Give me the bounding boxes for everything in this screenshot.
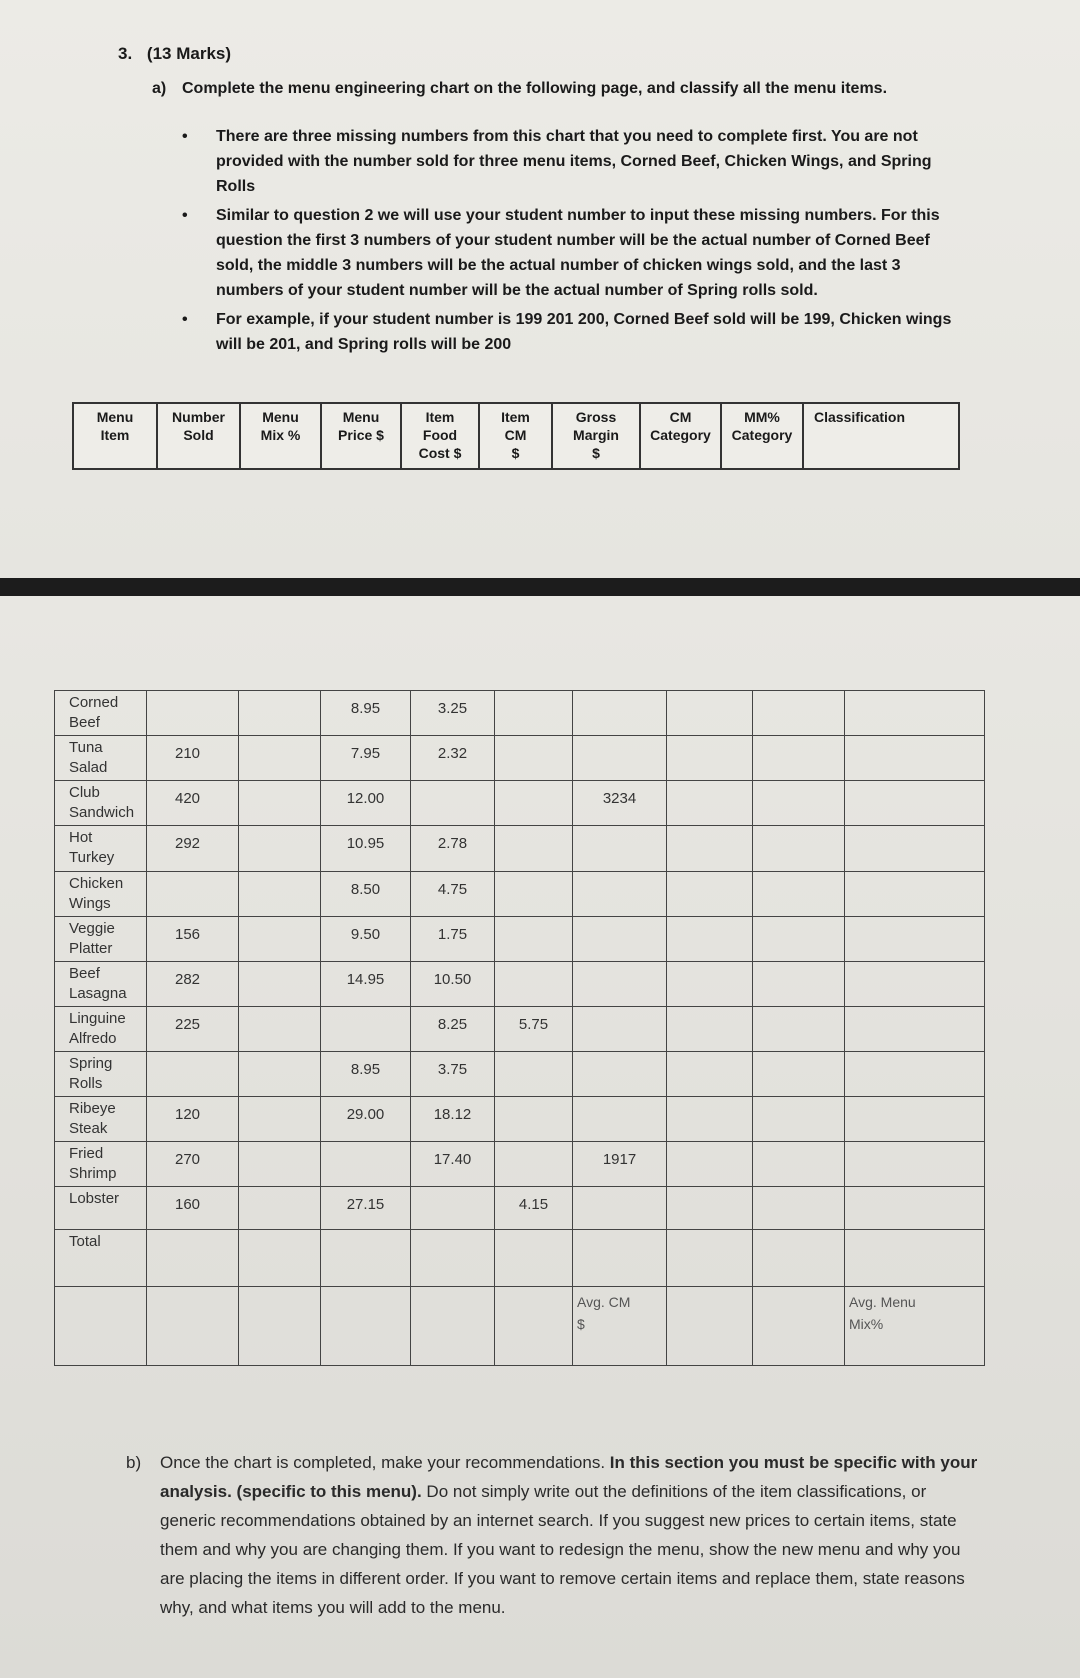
food-cost-cell[interactable]: 8.25 [411, 1006, 495, 1051]
menu-mix-cell[interactable] [239, 826, 321, 871]
total-cm-category-cell[interactable] [667, 1229, 753, 1286]
cm-category-cell[interactable] [667, 871, 753, 916]
bullet-text: Similar to question 2 we will use your student number to input these missing numbers. For this question the first 3 numbers of your student number will be the actual number of Corned Beef sold, the middle 3 numbers will be the actual number of chicken wings sold, and the last 3 numbers of your student number will be the actual number of Spring rolls sold. [216, 207, 940, 299]
gross-margin-cell[interactable] [573, 1052, 667, 1097]
item-cm-cell[interactable] [495, 1052, 573, 1097]
bullet-icon: • [182, 311, 188, 328]
number-sold-cell[interactable]: 420 [147, 781, 239, 826]
classification-cell[interactable] [845, 1187, 985, 1229]
total-row [55, 1229, 985, 1286]
menu-item-name: Veggie Platter [55, 916, 147, 961]
classification-cell[interactable] [845, 1052, 985, 1097]
menu-mix-cell[interactable] [239, 916, 321, 961]
table-row [55, 1052, 985, 1097]
chart-header-table [72, 402, 960, 470]
number-sold-cell[interactable] [147, 1052, 239, 1097]
menu-mix-cell[interactable] [239, 781, 321, 826]
menu-price-cell[interactable]: 29.00 [321, 1097, 411, 1142]
number-sold-cell[interactable]: 120 [147, 1097, 239, 1142]
number-sold-cell[interactable]: 270 [147, 1142, 239, 1187]
total-cm-cell[interactable] [495, 1229, 573, 1286]
table-row [55, 736, 985, 781]
food-cost-cell[interactable]: 17.40 [411, 1142, 495, 1187]
bullet-text: For example, if your student number is 199 201 200, Corned Beef sold will be 199, Chicken wings will be 201, and Spring rolls will be 200 [216, 311, 952, 353]
menu-item-name: Fried Shrimp [55, 1142, 147, 1187]
food-cost-cell[interactable]: 2.78 [411, 826, 495, 871]
mm-category-cell[interactable] [753, 1187, 845, 1229]
cm-category-cell[interactable] [667, 1187, 753, 1229]
number-sold-cell[interactable]: 225 [147, 1006, 239, 1051]
cm-category-cell[interactable] [667, 916, 753, 961]
table-row [55, 961, 985, 1006]
number-sold-cell[interactable]: 292 [147, 826, 239, 871]
classification-cell[interactable] [845, 736, 985, 781]
food-cost-cell[interactable]: 2.32 [411, 736, 495, 781]
item-cm-cell[interactable] [495, 826, 573, 871]
instruction-bullets [180, 124, 960, 361]
cm-category-cell[interactable] [667, 1006, 753, 1051]
gross-margin-cell[interactable] [573, 736, 667, 781]
table-row [55, 691, 985, 736]
question-heading [118, 44, 231, 64]
classification-cell[interactable] [845, 961, 985, 1006]
number-sold-cell[interactable]: 160 [147, 1187, 239, 1229]
bullet-item [180, 203, 960, 303]
bullet-text: There are three missing numbers from this chart that you need to complete first. You are not provided with the number sold for three menu items, Corned Beef, Chicken Wings, and Spring Rolls [216, 128, 932, 195]
menu-price-cell[interactable]: 7.95 [321, 736, 411, 781]
menu-mix-cell[interactable] [239, 1187, 321, 1229]
total-gross-margin-cell[interactable] [573, 1229, 667, 1286]
part-a-letter: a) [152, 80, 167, 97]
menu-item-name: Ribeye Steak [55, 1097, 147, 1142]
classification-cell[interactable] [845, 781, 985, 826]
menu-mix-cell[interactable] [239, 736, 321, 781]
mm-category-cell[interactable] [753, 736, 845, 781]
item-cm-cell[interactable] [495, 961, 573, 1006]
question-number: 3. [118, 44, 133, 63]
gross-margin-cell[interactable] [573, 1097, 667, 1142]
part-b-instruction: Once the chart is completed, make your recommendations. In this section you must be specific with your analysis. (specific to this menu). Do not simply write out the definitions of the item classifications, or generic recommendations obtained by an internet search. If you suggest new prices to certain items, state them and why you are changing them. If you want to redesign the menu, show the new menu and why you are placing the items in different order. If you want to remove certain items and replace them, state reasons why, and what items you will add to the menu. [160, 1453, 978, 1617]
total-mix-cell[interactable] [239, 1229, 321, 1286]
avg-cell-blank [239, 1286, 321, 1365]
table-row [55, 916, 985, 961]
menu-mix-cell[interactable] [239, 1052, 321, 1097]
cm-category-cell[interactable] [667, 1052, 753, 1097]
table-row [55, 1097, 985, 1142]
menu-item-name: Chicken Wings [55, 871, 147, 916]
menu-price-cell[interactable]: 27.15 [321, 1187, 411, 1229]
mm-category-cell[interactable] [753, 871, 845, 916]
gross-margin-cell[interactable] [573, 826, 667, 871]
mm-category-cell[interactable] [753, 916, 845, 961]
number-sold-cell[interactable]: 210 [147, 736, 239, 781]
mm-category-cell[interactable] [753, 781, 845, 826]
classification-cell[interactable] [845, 1097, 985, 1142]
avg-cell-blank [411, 1286, 495, 1365]
menu-price-cell[interactable]: 8.50 [321, 871, 411, 916]
food-cost-cell[interactable]: 3.75 [411, 1052, 495, 1097]
average-row [55, 1286, 985, 1365]
mm-category-cell[interactable] [753, 826, 845, 871]
total-classification-cell[interactable] [845, 1229, 985, 1286]
table-row [55, 1187, 985, 1229]
mm-category-cell[interactable] [753, 1097, 845, 1142]
total-food-cost-cell[interactable] [411, 1229, 495, 1286]
classification-cell[interactable] [845, 871, 985, 916]
item-cm-cell[interactable] [495, 781, 573, 826]
header-menu-mix: Menu Mix % [240, 403, 321, 469]
menu-item-name: Beef Lasagna [55, 961, 147, 1006]
menu-item-name: Linguine Alfredo [55, 1006, 147, 1051]
menu-price-cell[interactable]: 8.95 [321, 1052, 411, 1097]
mm-category-cell[interactable] [753, 691, 845, 736]
cm-category-cell[interactable] [667, 781, 753, 826]
header-item-cm: Item CM $ [479, 403, 552, 469]
cm-category-cell[interactable] [667, 826, 753, 871]
gross-margin-cell[interactable] [573, 961, 667, 1006]
table-row [55, 781, 985, 826]
menu-mix-cell[interactable] [239, 1097, 321, 1142]
header-gross-margin: Gross Margin $ [552, 403, 640, 469]
gross-margin-cell[interactable] [573, 916, 667, 961]
item-cm-cell[interactable] [495, 736, 573, 781]
gross-margin-cell[interactable] [573, 1187, 667, 1229]
gross-margin-cell[interactable] [573, 871, 667, 916]
gross-margin-cell[interactable] [573, 691, 667, 736]
part-a [152, 78, 912, 100]
gross-margin-cell[interactable] [573, 1006, 667, 1051]
bullet-icon: • [182, 128, 188, 145]
avg-cell-blank [495, 1286, 573, 1365]
header-number-sold: Number Sold [157, 403, 240, 469]
menu-price-cell[interactable]: 10.95 [321, 826, 411, 871]
menu-item-name: Club Sandwich [55, 781, 147, 826]
avg-cell-blank [667, 1286, 753, 1365]
cm-category-cell[interactable] [667, 1097, 753, 1142]
gross-margin-cell[interactable]: 3234 [573, 781, 667, 826]
header-food-cost: Item Food Cost $ [401, 403, 479, 469]
item-cm-cell[interactable] [495, 916, 573, 961]
food-cost-cell[interactable]: 10.50 [411, 961, 495, 1006]
menu-mix-cell[interactable] [239, 1142, 321, 1187]
item-cm-cell[interactable]: 5.75 [495, 1006, 573, 1051]
bullet-icon: • [182, 207, 188, 224]
table-row [55, 826, 985, 871]
total-label: Total [55, 1229, 147, 1286]
food-cost-cell[interactable]: 3.25 [411, 691, 495, 736]
number-sold-cell[interactable]: 156 [147, 916, 239, 961]
table-row [55, 1006, 985, 1051]
menu-item-name: Corned Beef [55, 691, 147, 736]
menu-mix-cell[interactable] [239, 871, 321, 916]
avg-cm-cell[interactable]: Avg. CM $ [573, 1286, 667, 1365]
avg-menu-mix-cell[interactable]: Avg. Menu Mix% [845, 1286, 985, 1365]
mm-category-cell[interactable] [753, 1142, 845, 1187]
item-cm-cell[interactable]: 4.15 [495, 1187, 573, 1229]
bullet-item [180, 124, 960, 199]
item-cm-cell[interactable] [495, 871, 573, 916]
gross-margin-cell[interactable]: 1917 [573, 1142, 667, 1187]
food-cost-cell[interactable] [411, 1187, 495, 1229]
food-cost-cell[interactable] [411, 781, 495, 826]
part-a-instruction: Complete the menu engineering chart on the following page, and classify all the menu items. [182, 80, 888, 97]
menu-engineering-table [54, 690, 985, 1366]
menu-mix-cell[interactable] [239, 691, 321, 736]
classification-cell[interactable] [845, 691, 985, 736]
header-menu-item: Menu Item [73, 403, 157, 469]
number-sold-cell[interactable] [147, 691, 239, 736]
menu-price-cell[interactable]: 12.00 [321, 781, 411, 826]
number-sold-cell[interactable] [147, 871, 239, 916]
cm-category-cell[interactable] [667, 1142, 753, 1187]
menu-item-name: Hot Turkey [55, 826, 147, 871]
menu-mix-cell[interactable] [239, 1006, 321, 1051]
cm-category-cell[interactable] [667, 736, 753, 781]
question-marks: (13 Marks) [146, 44, 232, 63]
classification-cell[interactable] [845, 916, 985, 961]
total-mm-category-cell[interactable] [753, 1229, 845, 1286]
header-cm-category: CM Category [640, 403, 721, 469]
mm-category-cell[interactable] [753, 1052, 845, 1097]
menu-item-name: Tuna Salad [55, 736, 147, 781]
item-cm-cell[interactable] [495, 1097, 573, 1142]
avg-cell-blank [147, 1286, 239, 1365]
avg-cell-blank [55, 1286, 147, 1365]
menu-item-name: Lobster [55, 1187, 147, 1229]
mm-category-cell[interactable] [753, 1006, 845, 1051]
table-row [55, 1142, 985, 1187]
food-cost-cell[interactable]: 18.12 [411, 1097, 495, 1142]
total-sold-cell[interactable] [147, 1229, 239, 1286]
header-row [73, 403, 959, 469]
part-b-letter: b) [126, 1453, 142, 1472]
part-b [126, 1448, 986, 1622]
header-mm-category: MM% Category [721, 403, 803, 469]
number-sold-cell[interactable]: 282 [147, 961, 239, 1006]
cm-category-cell[interactable] [667, 961, 753, 1006]
classification-cell[interactable] [845, 1142, 985, 1187]
header-menu-price: Menu Price $ [321, 403, 401, 469]
bullet-item [180, 307, 960, 357]
menu-price-cell[interactable] [321, 1006, 411, 1051]
cm-category-cell[interactable] [667, 691, 753, 736]
avg-cell-blank [321, 1286, 411, 1365]
mm-category-cell[interactable] [753, 961, 845, 1006]
food-cost-cell[interactable]: 4.75 [411, 871, 495, 916]
menu-price-cell[interactable] [321, 1142, 411, 1187]
menu-price-cell[interactable]: 14.95 [321, 961, 411, 1006]
item-cm-cell[interactable] [495, 1142, 573, 1187]
classification-cell[interactable] [845, 1006, 985, 1051]
classification-cell[interactable] [845, 826, 985, 871]
menu-price-cell[interactable]: 9.50 [321, 916, 411, 961]
menu-price-cell[interactable]: 8.95 [321, 691, 411, 736]
table-row [55, 871, 985, 916]
menu-item-name: Spring Rolls [55, 1052, 147, 1097]
food-cost-cell[interactable]: 1.75 [411, 916, 495, 961]
menu-mix-cell[interactable] [239, 961, 321, 1006]
total-price-cell[interactable] [321, 1229, 411, 1286]
item-cm-cell[interactable] [495, 691, 573, 736]
avg-cell-blank [753, 1286, 845, 1365]
page-divider [0, 578, 1080, 596]
header-classification: Classification [803, 403, 959, 469]
